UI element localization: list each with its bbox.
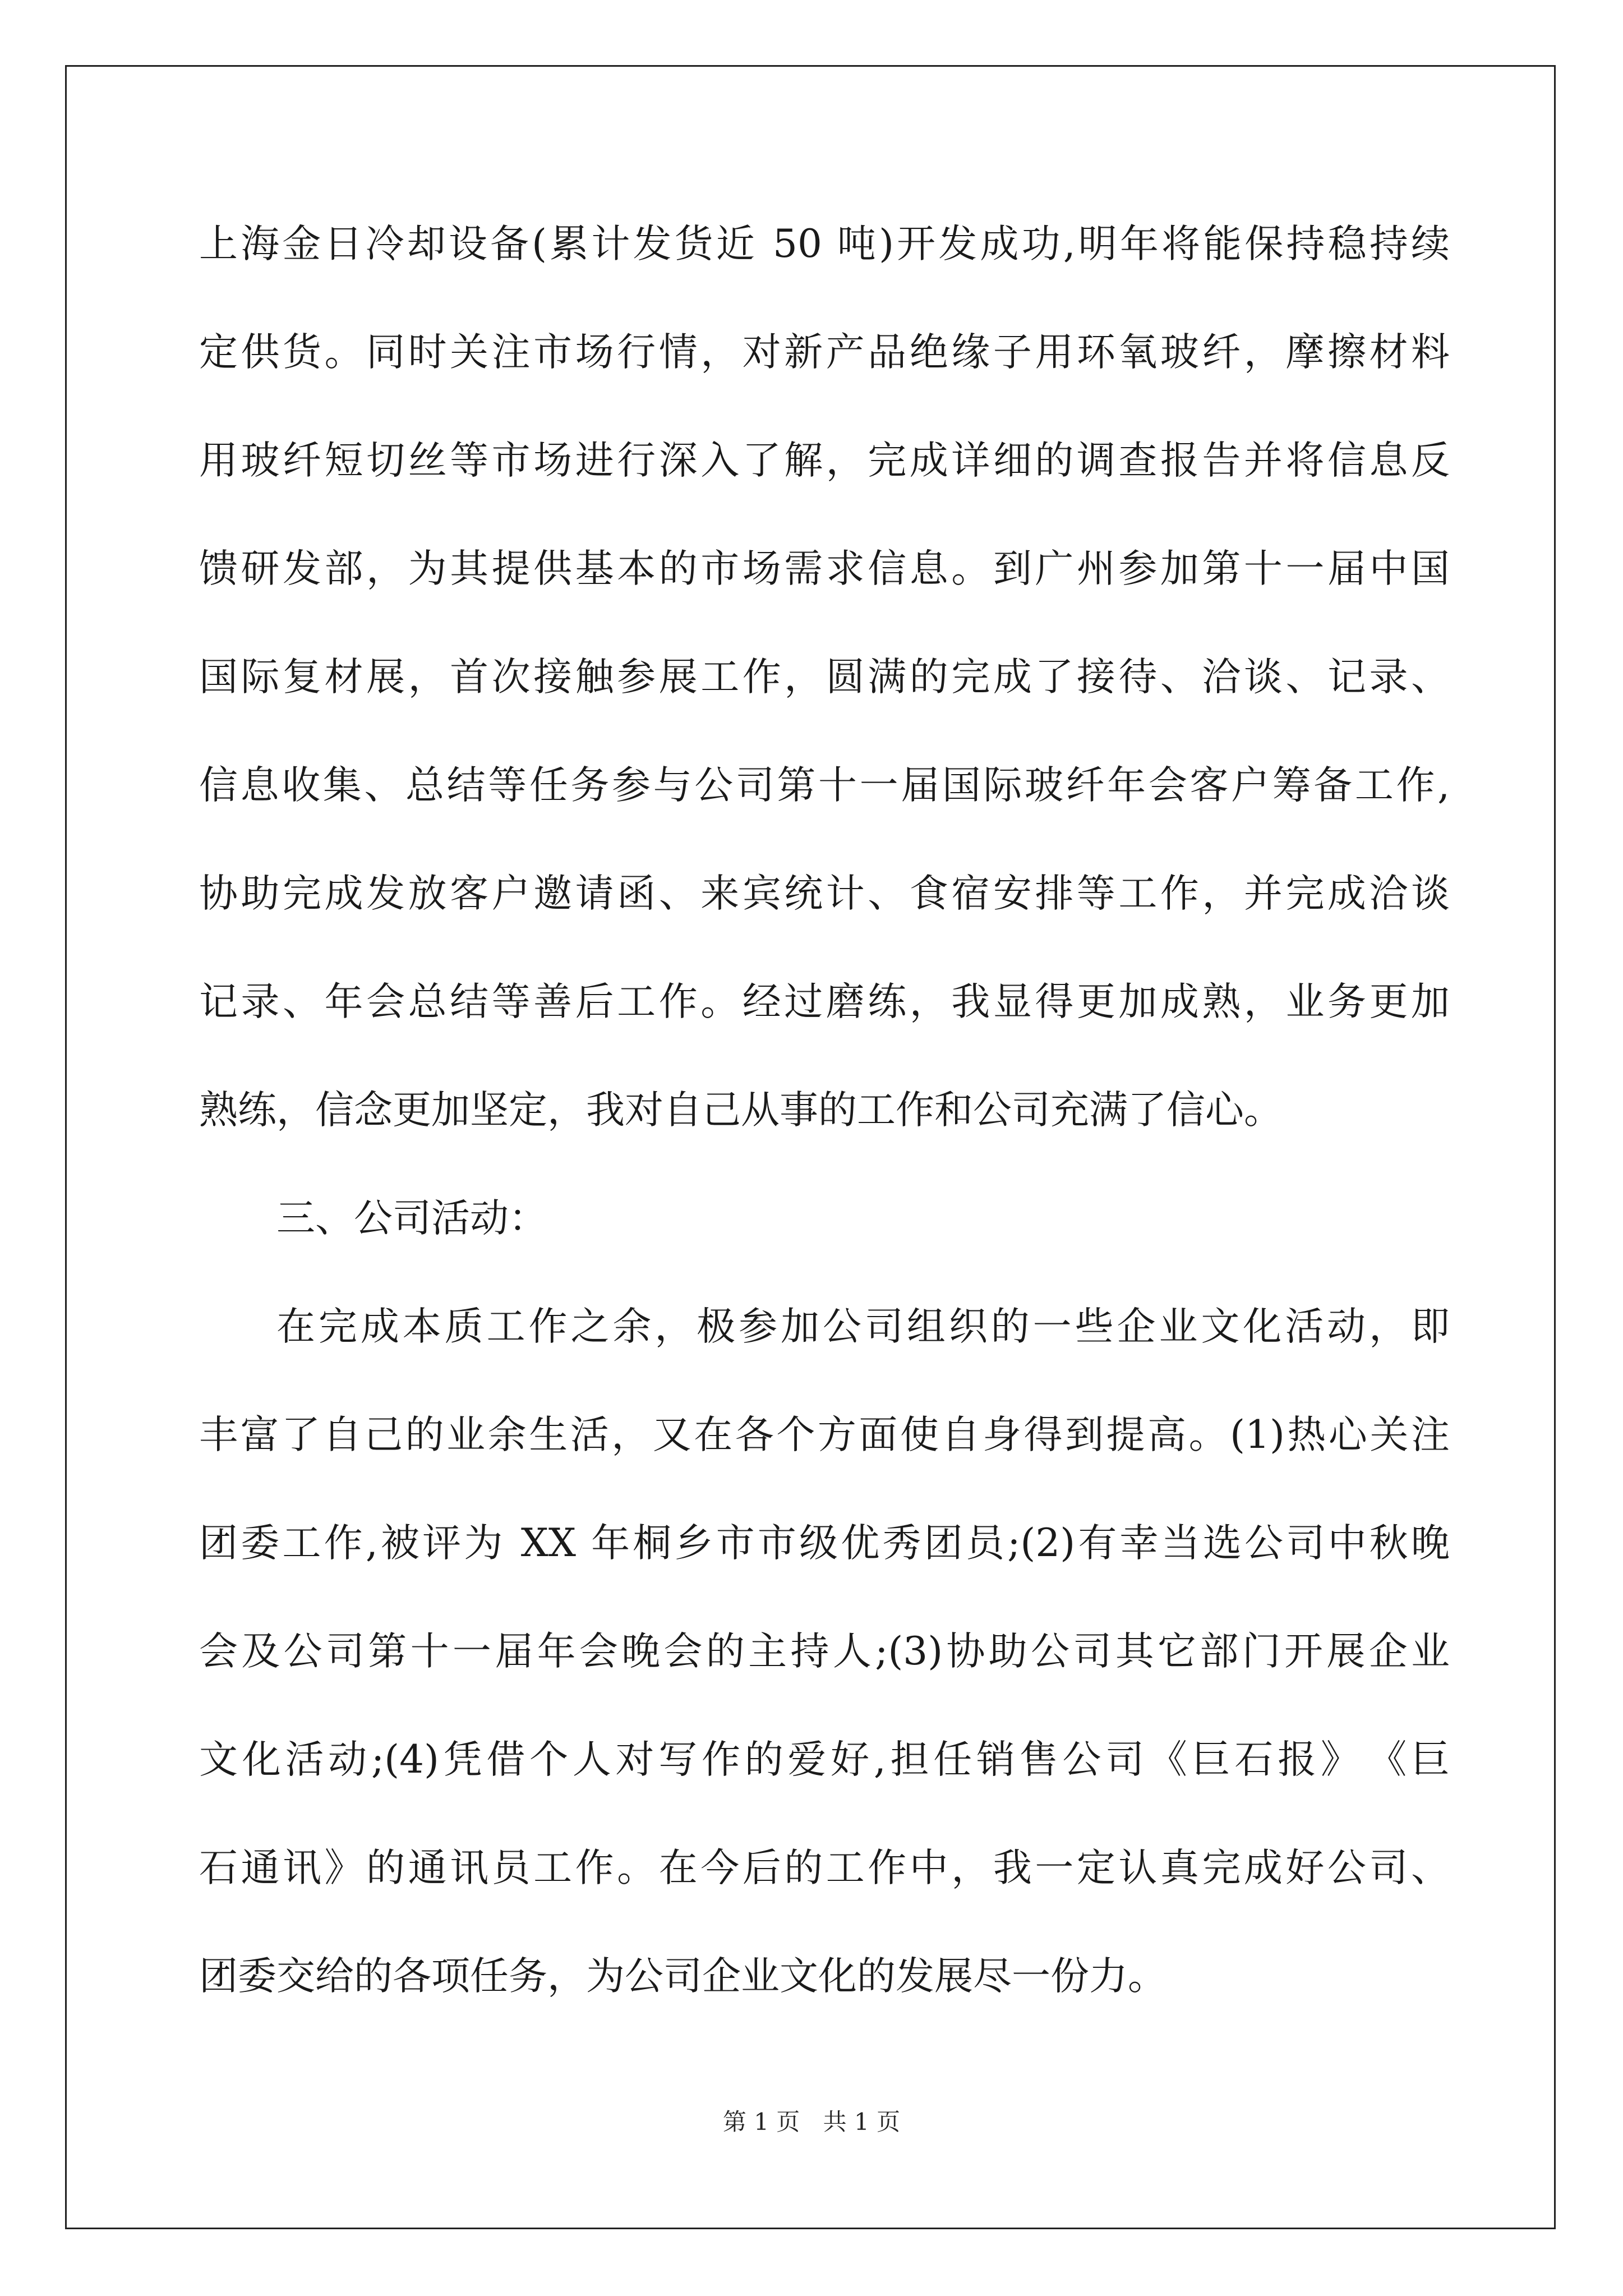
section-heading: 三、公司活动： [276, 1196, 547, 1241]
text-line: 协助完成发放客户邀请函、来宾统计、食宿安排等工作，并完成洽谈 [199, 871, 1450, 916]
text-line: 上海金日冷却设备(累计发货近 50 吨)开发成功,明年将能保持稳持续 [199, 222, 1450, 266]
text-line: 记录、年会总结等善后工作。经过磨练，我显得更加成熟，业务更加 [199, 979, 1450, 1024]
page-number: 第 1 页 [722, 2108, 800, 2136]
text-line: 定供货。同时关注市场行情，对新产品绝缘子用环氧玻纤，摩擦材料 [199, 330, 1450, 375]
text-line: 国际复材展，首次接触参展工作，圆满的完成了接待、洽谈、记录、 [199, 655, 1450, 700]
text-line: 团委工作,被评为 XX 年桐乡市市级优秀团员;(2)有幸当选公司中秋晚 [199, 1521, 1450, 1566]
text-line: 馈研发部，为其提供基本的市场需求信息。到广州参加第十一届中国 [199, 546, 1450, 591]
page-total: 共 1 页 [823, 2108, 901, 2136]
text-line: 熟练，信念更加坚定，我对自己从事的工作和公司充满了信心。 [199, 1088, 1283, 1133]
text-line: 信息收集、总结等任务参与公司第十一届国际玻纤年会客户筹备工作, [199, 763, 1450, 808]
text-line: 文化活动;(4)凭借个人对写作的爱好,担任销售公司《巨石报》 《巨 [199, 1737, 1450, 1782]
text-line: 在完成本质工作之余，极参加公司组织的一些企业文化活动，即 [276, 1304, 1450, 1349]
paragraph-2 [199, 1293, 1450, 2051]
text-line: 用玻纤短切丝等市场进行深入了解，完成详细的调查报告并将信息反 [199, 438, 1450, 483]
text-line: 石通讯》的通讯员工作。在今后的工作中，我一定认真完成好公司、 [199, 1846, 1450, 1890]
page-footer [0, 2108, 1623, 2136]
text-line: 团委交给的各项任务，为公司企业文化的发展尽一份力。 [199, 1954, 1166, 1999]
text-line: 丰富了自己的业余生活，又在各个方面使自身得到提高。(1)热心关注 [199, 1412, 1450, 1457]
text-line: 会及公司第十一届年会晚会的主持人;(3)协助公司其它部门开展企业 [199, 1629, 1450, 1674]
paragraph-1 [199, 210, 1450, 1185]
document-body [199, 210, 1450, 2051]
